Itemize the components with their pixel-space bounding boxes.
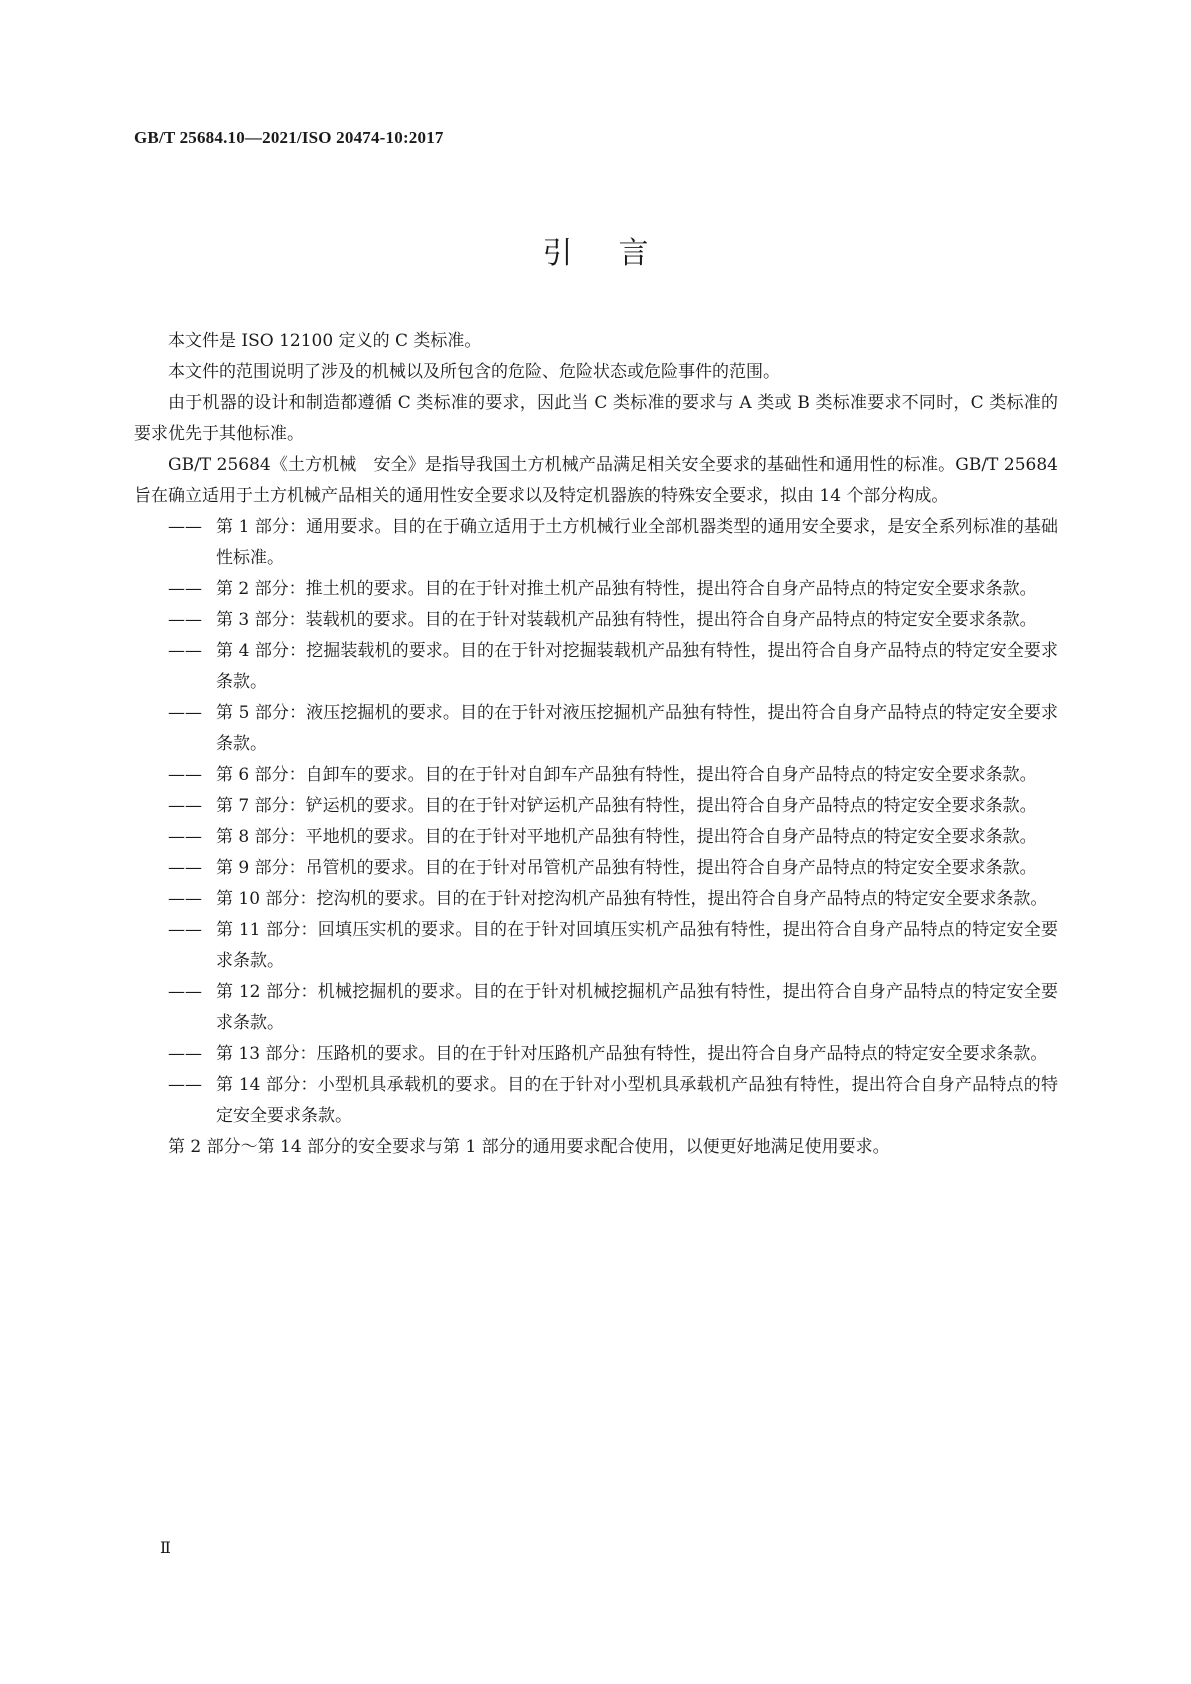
dash-marker: —— xyxy=(168,796,202,816)
paragraph-1: 本文件是 ISO 12100 定义的 C 类标准。 xyxy=(168,331,482,351)
part-text: 第 1 部分：通用要求。目的在于确立适用于土方机械行业全部机器类型的通用安全要求，是安全系列标准的基础性标准。 xyxy=(216,517,1058,568)
part-text: 第 4 部分：挖掘装载机的要求。目的在于针对挖掘装载机产品独有特性，提出符合自身产品特点的特定安全要求条款。 xyxy=(216,641,1058,692)
list-item-part-2 xyxy=(134,574,1058,605)
list-item-part-13 xyxy=(134,1039,1058,1070)
dash-marker: —— xyxy=(168,610,202,630)
part-text: 第 2 部分：推土机的要求。目的在于针对推土机产品独有特性，提出符合自身产品特点的特定安全要求条款。 xyxy=(216,579,1037,599)
list-item-part-14 xyxy=(134,1070,1058,1132)
page-title: 引言 xyxy=(542,236,695,271)
dash-marker: —— xyxy=(168,517,202,537)
part-text: 第 6 部分：自卸车的要求。目的在于针对自卸车产品独有特性，提出符合自身产品特点的特定安全要求条款。 xyxy=(216,765,1037,785)
part-text: 第 8 部分：平地机的要求。目的在于针对平地机产品独有特性，提出符合自身产品特点的特定安全要求条款。 xyxy=(216,827,1037,847)
list-item-part-8 xyxy=(134,822,1058,853)
dash-marker: —— xyxy=(168,1075,202,1095)
dash-marker: —— xyxy=(168,1044,202,1064)
part-text: 第 12 部分：机械挖掘机的要求。目的在于针对机械挖掘机产品独有特性，提出符合自身产品特点的特定安全要求条款。 xyxy=(216,982,1058,1033)
paragraph-4: GB/T 25684《土方机械 安全》是指导我国土方机械产品满足相关安全要求的基础性和通用性的标准。GB/T 25684 旨在确立适用于土方机械产品相关的通用性安全要求以及特定机器族的特殊安全要求，拟由 14 个部分构成。 xyxy=(134,455,1058,506)
list-item-part-5 xyxy=(134,698,1058,760)
list-item-part-10 xyxy=(134,884,1058,915)
paragraph-3: 由于机器的设计和制造都遵循 C 类标准的要求，因此当 C 类标准的要求与 A 类或 B 类标准要求不同时，C 类标准的要求优先于其他标准。 xyxy=(134,393,1058,444)
part-text: 第 5 部分：液压挖掘机的要求。目的在于针对液压挖掘机产品独有特性，提出符合自身产品特点的特定安全要求条款。 xyxy=(216,703,1058,754)
dash-marker: —— xyxy=(168,827,202,847)
dash-marker: —— xyxy=(168,920,202,940)
list-item-part-12 xyxy=(134,977,1058,1039)
part-text: 第 9 部分：吊管机的要求。目的在于针对吊管机产品独有特性，提出符合自身产品特点的特定安全要求条款。 xyxy=(216,858,1037,878)
page-number: Ⅱ xyxy=(160,1540,171,1557)
list-item-part-7 xyxy=(134,791,1058,822)
list-item-part-9 xyxy=(134,853,1058,884)
list-item-part-3 xyxy=(134,605,1058,636)
standard-code-header: GB/T 25684.10—2021/ISO 20474-10:2017 xyxy=(134,128,444,147)
part-text: 第 3 部分：装载机的要求。目的在于针对装载机产品独有特性，提出符合自身产品特点的特定安全要求条款。 xyxy=(216,610,1037,630)
dash-marker: —— xyxy=(168,579,202,599)
list-item-part-6 xyxy=(134,760,1058,791)
list-item-part-11 xyxy=(134,915,1058,977)
list-item-part-1 xyxy=(134,512,1058,574)
dash-marker: —— xyxy=(168,703,202,723)
dash-marker: —— xyxy=(168,858,202,878)
part-text: 第 13 部分：压路机的要求。目的在于针对压路机产品独有特性，提出符合自身产品特点的特定安全要求条款。 xyxy=(216,1044,1048,1064)
document-body xyxy=(134,326,1058,1163)
dash-marker: —— xyxy=(168,889,202,909)
part-text: 第 11 部分：回填压实机的要求。目的在于针对回填压实机产品独有特性，提出符合自身产品特点的特定安全要求条款。 xyxy=(216,920,1058,971)
paragraph-2: 本文件的范围说明了涉及的机械以及所包含的危险、危险状态或危险事件的范围。 xyxy=(168,362,780,382)
list-item-part-4 xyxy=(134,636,1058,698)
dash-marker: —— xyxy=(168,982,202,1002)
parts-list xyxy=(134,512,1058,1132)
part-text: 第 10 部分：挖沟机的要求。目的在于针对挖沟机产品独有特性，提出符合自身产品特点的特定安全要求条款。 xyxy=(216,889,1048,909)
dash-marker: —— xyxy=(168,641,202,661)
part-text: 第 14 部分：小型机具承载机的要求。目的在于针对小型机具承载机产品独有特性，提出符合自身产品特点的特定安全要求条款。 xyxy=(216,1075,1058,1126)
dash-marker: —— xyxy=(168,765,202,785)
part-text: 第 7 部分：铲运机的要求。目的在于针对铲运机产品独有特性，提出符合自身产品特点的特定安全要求条款。 xyxy=(216,796,1037,816)
closing-paragraph: 第 2 部分～第 14 部分的安全要求与第 1 部分的通用要求配合使用，以便更好地满足使用要求。 xyxy=(168,1137,890,1157)
